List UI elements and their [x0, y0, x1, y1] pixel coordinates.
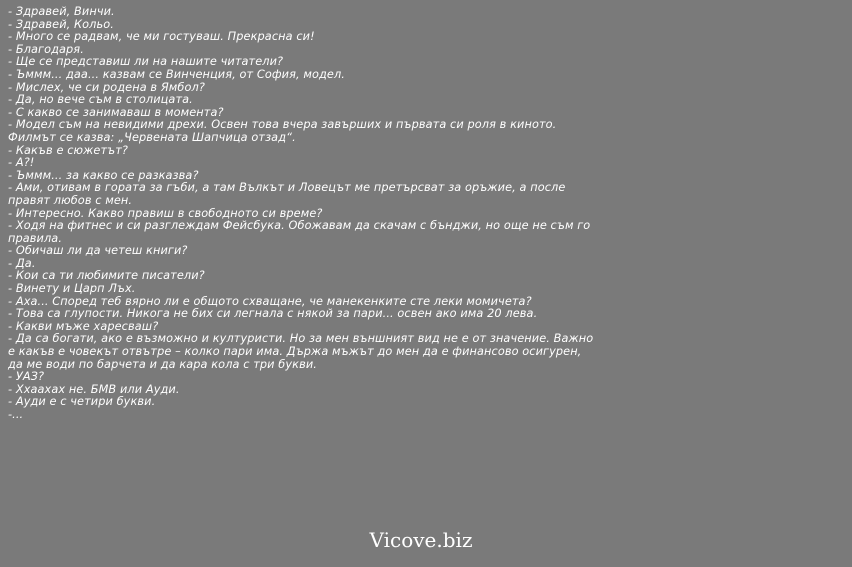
- dialogue-line: - Ами, отивам в гората за гъби, а там Вълкът и Ловецът ме претърсват за оръжие, а после правят любов с мен.: [8, 181, 566, 207]
- dialogue-line: - Ъммм... за какво се разказва?: [8, 168, 199, 182]
- dialogue-line: - Да са богати, ако е възможно и културисти. Но за мен външният вид не е от значение. Важно е какъв е човекът отвътре – колко пари има. Държа мъжът до мен да е финансово осигурен, да ме води по барчета и да кара кола с три букви.: [8, 332, 594, 371]
- dialogue-line: - Ъммм... даа... казвам се Винченция, от София, модел.: [8, 67, 345, 81]
- site-watermark: Vicove.biz: [369, 528, 473, 552]
- dialogue-line: - Здравей, Кольо.: [8, 17, 114, 31]
- dialogue-line: - Ауди е с четири букви.: [8, 395, 156, 409]
- dialogue-line: - Ще се представиш ли на нашите читатели?: [8, 55, 284, 69]
- dialogue-line: - Кои са ти любимите писатели?: [8, 269, 205, 283]
- dialogue-line: - Здравей, Винчи.: [8, 5, 115, 18]
- dialogue-line: - Ходя на фитнес и си разглеждам Фейсбука. Обожавам да скачам с бънджи, но още не съм го правила.: [8, 219, 591, 245]
- dialogue-line: - Какъв е сюжетът?: [8, 143, 128, 157]
- dialogue-line: - Обичаш ли да четеш книги?: [8, 244, 188, 258]
- dialogue-line: - Какви мъже харесваш?: [8, 319, 159, 333]
- dialogue-line: - Благодаря.: [8, 42, 84, 56]
- dialogue-line: - С какво се занимаваш в момента?: [8, 105, 224, 119]
- dialogue-line: - Мислех, че си родена в Ямбол?: [8, 80, 205, 94]
- dialogue-line: -...: [8, 408, 24, 421]
- dialogue-line: - УАЗ?: [8, 370, 45, 384]
- dialogue-line: - Интересно. Какво правиш в свободното си време?: [8, 206, 323, 220]
- joke-dialogue: [8, 6, 598, 422]
- dialogue-line: - Това са глупости. Никога не бих си легнала с някой за пари... освен ако има 20 лева.: [8, 307, 538, 321]
- dialogue-line: - Много се радвам, че ми гостуваш. Прекрасна си!: [8, 30, 315, 44]
- dialogue-line: - А?!: [8, 156, 35, 170]
- dialogue-line: - Ххаахах не. БМВ или Ауди.: [8, 382, 180, 396]
- dialogue-line: - Модел съм на невидими дрехи. Освен това вчера завърших и първата си роля в киното. Филмът се казва: „Червената Шапчица отзад“.: [8, 118, 557, 144]
- dialogue-line: - Да.: [8, 256, 36, 270]
- dialogue-line: - Аха... Според теб вярно ли е общото схващане, че манекенките сте леки момичета?: [8, 294, 532, 308]
- dialogue-line: - Винету и Царп Лъх.: [8, 282, 136, 296]
- dialogue-line: - Да, но вече съм в столицата.: [8, 93, 193, 107]
